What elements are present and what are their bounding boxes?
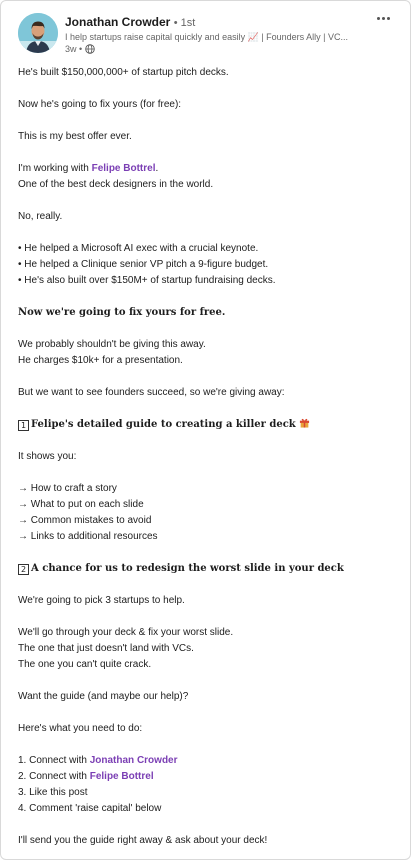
post-line: This is my best offer ever. <box>18 131 132 142</box>
post-time: 3w • <box>65 44 83 54</box>
keycap-two: 2 <box>18 564 29 575</box>
post-text: 2. Connect with <box>18 771 90 782</box>
bullet-item: • He's also built over $150M+ of startup fundraising decks. <box>18 275 276 286</box>
post-line <box>18 161 403 177</box>
arrow-item: → Common mistakes to avoid <box>18 515 152 526</box>
bullet-item: • He helped a Clinique senior VP pitch a 9-figure budget. <box>18 259 269 270</box>
post-line: He charges $10k+ for a presentation. <box>18 355 183 366</box>
step-item: 4. Comment 'raise capital' below <box>18 803 162 814</box>
mention-felipe-bottrel[interactable]: Felipe Bottrel <box>91 163 156 174</box>
mention-felipe-bottrel[interactable]: Felipe Bottrel <box>89 771 154 782</box>
post-line: It shows you: <box>18 451 77 462</box>
gift-icon <box>299 417 310 428</box>
bullet-item: • He helped a Microsoft AI exec with a crucial keynote. <box>18 243 259 254</box>
arrow-item: → How to craft a story <box>18 483 117 494</box>
mention-jonathan-crowder[interactable]: Jonathan Crowder <box>89 755 178 766</box>
heading-text: Felipe's detailed guide to creating a killer deck <box>31 419 296 430</box>
post-line: But we want to see founders succeed, so we're giving away: <box>18 387 285 398</box>
post-line: We probably shouldn't be giving this away. <box>18 339 206 350</box>
post-line: He's built $150,000,000+ of startup pitch decks. <box>18 67 229 78</box>
post-line: Want the guide (and maybe our help)? <box>18 691 189 702</box>
post-text: I'm working with <box>18 163 92 174</box>
heading-text: A chance for us to redesign the worst slide in your deck <box>31 563 344 574</box>
section-heading: Now we're going to fix yours for free. <box>18 307 226 318</box>
post-line: I'll send you the guide right away & ask about your deck! <box>18 835 268 846</box>
section-heading-guide <box>18 417 403 433</box>
post-line: The one you can't quite crack. <box>18 659 152 670</box>
avatar-image <box>18 13 58 53</box>
post-text: . <box>155 163 159 174</box>
step-item <box>18 753 403 769</box>
author-line <box>65 14 195 31</box>
author-name[interactable]: Jonathan Crowder <box>65 15 171 29</box>
arrow-item: → Links to additional resources <box>18 531 158 542</box>
post-line: The one that just doesn't land with VCs. <box>18 643 194 654</box>
post-line: We'll go through your deck & fix your worst slide. <box>18 627 234 638</box>
post-body <box>18 65 403 849</box>
arrow-item: → What to put on each slide <box>18 499 144 510</box>
globe-icon <box>85 44 95 54</box>
keycap-one: 1 <box>18 420 29 431</box>
author-headline: I help startups raise capital quickly and easily 📈 | Founders Ally | VC... <box>65 32 349 42</box>
author-avatar[interactable] <box>18 13 58 53</box>
post-header <box>1 1 410 61</box>
post-line: We're going to pick 3 startups to help. <box>18 595 185 606</box>
post-line: No, really. <box>18 211 63 222</box>
more-options-icon[interactable] <box>372 9 394 27</box>
connection-degree: • 1st <box>173 17 196 29</box>
post-text: 1. Connect with <box>18 755 90 766</box>
post-line: One of the best deck designers in the world. <box>18 179 214 190</box>
step-item: 3. Like this post <box>18 787 88 798</box>
step-item <box>18 769 403 785</box>
post-line: Now he's going to fix yours (for free): <box>18 99 182 110</box>
section-heading-redesign <box>18 561 403 577</box>
post-line: Here's what you need to do: <box>18 723 143 734</box>
post-meta <box>65 43 95 55</box>
